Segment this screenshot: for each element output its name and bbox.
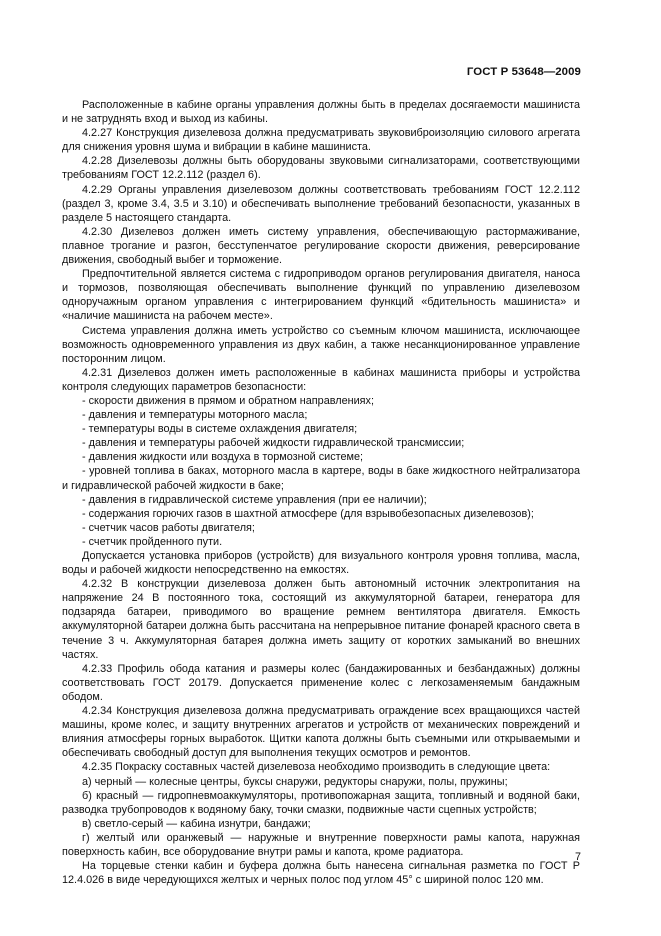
list-item: - скорости движения в прямом и обратном направлениях;	[82, 394, 374, 407]
paragraph: 4.2.35 Покраску составных частей дизелевоза необходимо производить в следующие цвета:	[82, 761, 551, 774]
paragraph: 4.2.34 Конструкция дизелевоза должна предусматривать ограждение всех вращающихся частей машины, кроме колес, и защиту внутренних агрегатов и устройств от механических повреждений и влияния атмосферы горных выработок. Щитки капота должны быть съемными или открываемыми и обеспечивать свободный доступ для выполнения текущих осмотров и ремонтов.	[62, 705, 580, 760]
document-id: ГОСТ Р 53648—2009	[466, 66, 581, 78]
paragraph: 4.2.31 Дизелевоз должен иметь расположенные в кабинах машиниста приборы и устройства контроля следующих параметров безопасности:	[62, 366, 580, 393]
list-item: - давления и температуры рабочей жидкости гидравлической трансмиссии;	[82, 437, 465, 450]
paragraph: 4.2.28 Дизелевозы должны быть оборудованы звуковыми сигнализаторами, соответствующими требованиям ГОСТ 12.2.112 (раздел 6).	[62, 155, 580, 182]
list-item: - счетчик часов работы двигателя;	[82, 521, 255, 534]
list-item: - уровней топлива в баках, моторного масла в картере, воды в баке жидкостного нейтрализатора и гидравлической рабочей жидкости в баке;	[62, 465, 580, 492]
list-item: г) желтый или оранжевый — наружные и внутренние поверхности рамы капота, наружная поверхность кабин, все оборудование внутри рамы и капота, кроме радиатора.	[62, 831, 580, 858]
list-item: - давления жидкости или воздуха в тормозной системе;	[82, 451, 363, 464]
list-item: - давления в гидравлической системе управления (при ее наличии);	[82, 493, 427, 506]
list-item: - счетчик пройденного пути.	[82, 535, 223, 548]
list-item: - давления и температуры моторного масла;	[82, 409, 308, 422]
paragraph: На торцевые стенки кабин и буфера должна быть нанесена сигнальная разметка по ГОСТ Р 12.4.026 в виде чередующихся желтых и черных полос под углом 45° с шириной полос 120 мм.	[62, 860, 580, 887]
paragraph: 4.2.33 Профиль обода катания и размеры колес (бандажированных и безбандажных) должны соответствовать ГОСТ 20179. Допускается применение колес с легкозаменяемым бандажным ободом.	[62, 662, 580, 703]
list-item: а) черный — колесные центры, буксы снаружи, редукторы снаружи, полы, пружины;	[82, 775, 508, 788]
list-item: - температуры воды в системе охлаждения двигателя;	[82, 423, 358, 436]
list-item: - содержания горючих газов в шахтной атмосфере (для взрывобезопасных дизелевозов);	[82, 507, 534, 520]
paragraph: 4.2.32 В конструкции дизелевоза должен быть автономный источник электропитания на напряжение 24 В постоянного тока, состоящий из аккумуляторной батареи, генератора для подзаряда батареи, приводимого во вращение ремнем вентилятора двигателя. Емкость аккумуляторной батареи должна быть рассчитана на непрерывное питание фонарей красного света в течение 3 ч. Аккумуляторная батарея должна иметь защиту от коротких замыканий во внешних частях.	[62, 578, 580, 661]
page-number: 7	[574, 851, 581, 863]
document-body	[62, 98, 580, 887]
paragraph: Предпочтительной является система с гидроприводом органов регулирования двигателя, наноса и тормозов, позволяющая обеспечивать выполнение функций по управлению дизелевозом одноручажным органом управления с интегрированием функций «бдительность машиниста» и «наличие машиниста на рабочем месте».	[62, 268, 580, 323]
list-item: б) красный — гидропневмоаккумуляторы, противопожарная защита, топливный и водяной баки, разводка трубопроводов к водяному баку, точки смазки, подвижные части сцепных устройств;	[62, 789, 580, 816]
list-item: в) светло-серый — кабина изнутри, бандажи;	[82, 817, 311, 830]
paragraph: Система управления должна иметь устройство со съемным ключом машиниста, исключающее возможность одновременного управления из двух кабин, а также несанкционированное управление посторонним лицом.	[62, 324, 580, 365]
paragraph: 4.2.30 Дизелевоз должен иметь систему управления, обеспечивающую растормаживание, плавное трогание и разгон, бесступенчатое регулирование скорости движения, реверсирование движения, свободный выбег и торможение.	[62, 225, 580, 267]
paragraph: Допускается установка приборов (устройств) для визуального контроля уровня топлива, масла, воды и рабочей жидкости непосредственно на емкостях.	[62, 550, 580, 577]
paragraph: Расположенные в кабине органы управления должны быть в пределах досягаемости машиниста и не затруднять вход и выход из кабины.	[62, 99, 580, 126]
paragraph: 4.2.29 Органы управления дизелевозом должны соответствовать требованиям ГОСТ 12.2.112 (раздел 3, кроме 3.4, 3.5 и 3.10) и обеспечивать выполнение требований безопасности, указанных в разделе 5 настоящего стандарта.	[62, 183, 580, 224]
paragraph: 4.2.27 Конструкция дизелевоза должна предусматривать звуковиброизоляцию силового агрегата для снижения уровня шума и вибрации в кабине машиниста.	[62, 127, 580, 154]
